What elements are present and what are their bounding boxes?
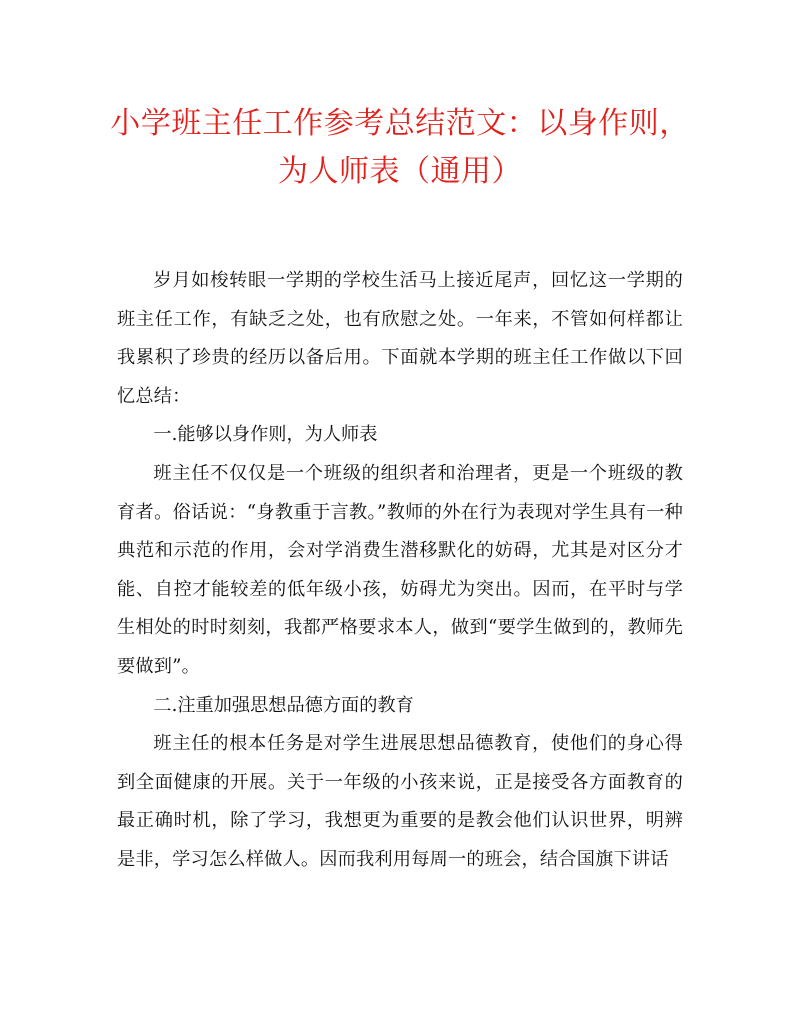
paragraph-section-2: 班主任的根本任务是对学生进展思想品德教育，使他们的身心得到全面健康的开展。关于一年级的小孩来说，正是接受各方面教育的最正确时机，除了学习，我想更为重要的是教会他们认识世界，明辨是非，学习怎么样做人。因而我利用每周一的班会，结合国旗下讲话 (117, 733, 683, 870)
paragraph-section-1: 班主任不仅仅是一个班级的组织者和治理者，更是一个班级的教育者。俗话说：“身教重于言教。”教师的外在行为表现对学生具有一种典范和示范的作用，会对学消费生潜移默化的妨碍，尤其是对区分才能、自控才能较差的低年级小孩，妨碍尤为突出。因而，在平时与学生相处的时时刻刻，我都严格要求本人，做到“要学生做到的，教师先要做到”。 (117, 462, 683, 677)
section-heading-2: 二.注重加强思想品德方面的教育 (153, 694, 414, 716)
document-body (117, 262, 683, 880)
paragraph-intro: 岁月如梭转眼一学期的学校生活马上接近尾声，回忆这一学期的班主任工作，有缺乏之处，也有欣慰之处。一年来，不管如何样都让我累积了珍贵的经历以备后用。下面就本学期的班主任工作做以下回忆总结： (117, 270, 683, 407)
document-title: 小学班主任工作参考总结范文：以身作则，为人师表（通用） (110, 106, 690, 189)
section-heading-1: 一.能够以身作则，为人师表 (153, 424, 378, 446)
